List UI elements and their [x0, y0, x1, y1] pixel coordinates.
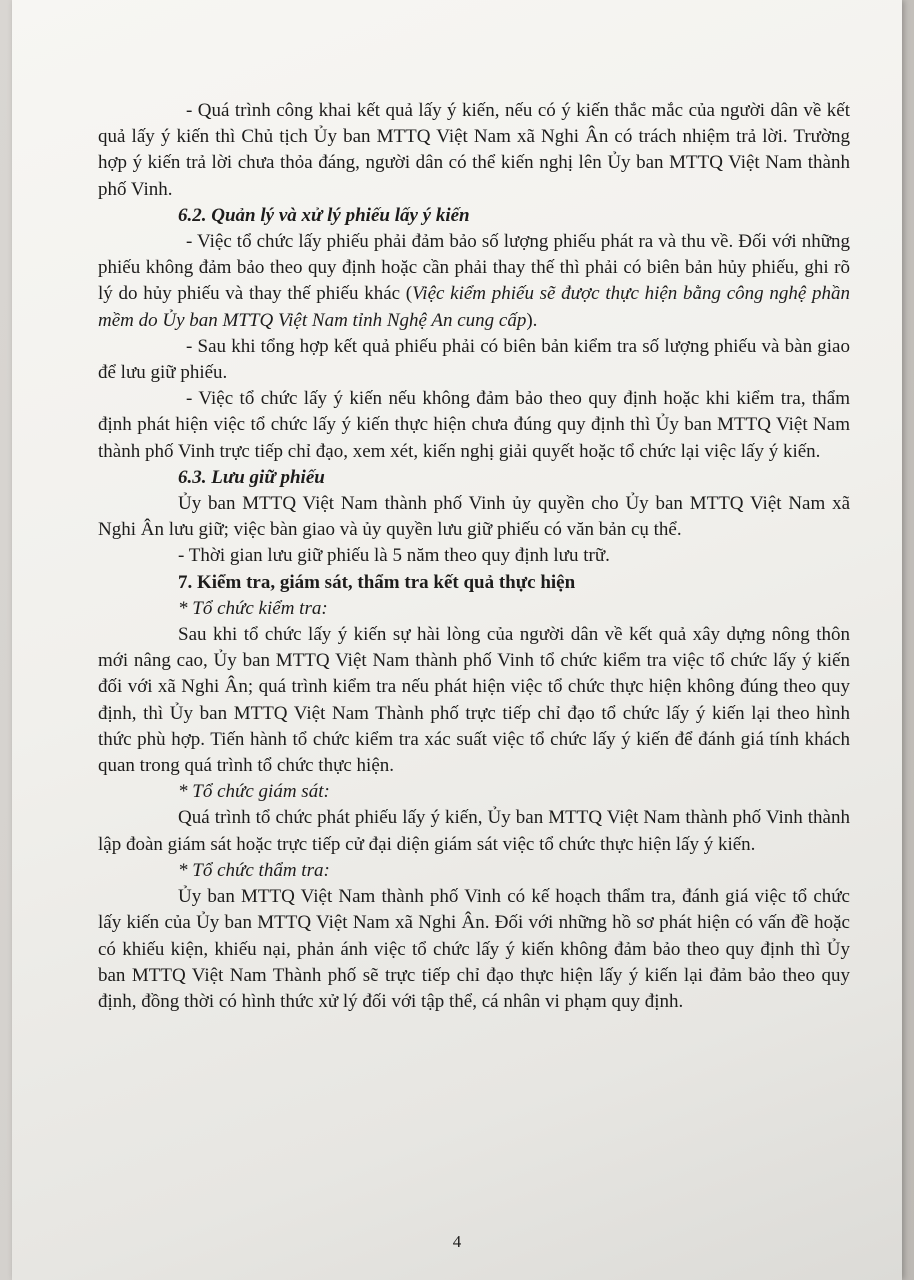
ballot-management-close: ).: [526, 309, 538, 331]
subheading-verification: * Tổ chức thẩm tra:: [178, 859, 330, 881]
subheading-inspection: * Tổ chức kiểm tra:: [178, 597, 328, 619]
paragraph-supervision: Quá trình tổ chức phát phiếu lấy ý kiến, Ủy ban MTTQ Việt Nam thành phố Vinh thành lập đoàn giám sát hoặc trực tiếp cử đại diện giám sát việc tổ chức thực hiện lấy ý kiến.: [98, 807, 850, 855]
heading-6-3: 6.3. Lưu giữ phiếu: [178, 466, 325, 488]
paragraph-verification: Ủy ban MTTQ Việt Nam thành phố Vinh có kế hoạch thẩm tra, đánh giá việc tổ chức lấy kiến của Ủy ban MTTQ Việt Nam xã Nghi Ân. Đối với những hồ sơ phát hiện có vấn đề hoặc có khiếu kiện, khiếu nại, phản ánh việc tổ chức lấy ý kiến không đảm bảo theo quy định thì Ủy ban MTTQ Việt Nam Thành phố sẽ trực tiếp chỉ đạo thực hiện lấy ý kiến lại đảm bảo theo quy định, đồng thời có hình thức xử lý đối với tập thể, cá nhân vi phạm quy định.: [98, 886, 850, 1012]
subheading-supervision: * Tổ chức giám sát:: [178, 781, 330, 803]
document-body: [98, 98, 850, 1015]
paragraph-inspection: Sau khi tổ chức lấy ý kiến sự hài lòng của người dân về kết quả xây dựng nông thôn mới nâng cao, Ủy ban MTTQ Việt Nam thành phố Vinh tổ chức kiểm tra việc tổ chức lấy ý kiến đối với xã Nghi Ân; quá trình kiểm tra nếu phát hiện việc tổ chức thực hiện không đúng theo quy định, thì Ủy ban MTTQ Việt Nam Thành phố trực tiếp chỉ đạo tổ chức lấy ý kiến lại theo hình thức phù hợp. Tiến hành tổ chức kiểm tra xác suất việc tổ chức lấy ý kiến để đánh giá tính khách quan trong quá trình tổ chức thực hiện.: [98, 624, 850, 777]
paragraph-public-results: - Quá trình công khai kết quả lấy ý kiến, nếu có ý kiến thắc mắc của người dân về kết quả lấy ý kiến thì Chủ tịch Ủy ban MTTQ Việt Nam xã Nghi Ân có trách nhiệm trả lời. Trường hợp ý kiến trả lời chưa thỏa đáng, người dân có thể kiến nghị lên Ủy ban MTTQ Việt Nam thành phố Vinh.: [98, 100, 850, 200]
paragraph-ballot-storage: Ủy ban MTTQ Việt Nam thành phố Vinh ủy quyền cho Ủy ban MTTQ Việt Nam xã Nghi Ân lưu giữ; việc bàn giao và ủy quyền lưu giữ phiếu có văn bản cụ thể.: [98, 493, 850, 541]
paragraph-ballot-handover: - Sau khi tổng hợp kết quả phiếu phải có biên bản kiểm tra số lượng phiếu và bàn giao để lưu giữ phiếu.: [98, 335, 850, 384]
page-number: 4: [452, 1232, 462, 1251]
ballot-management-text: - Việc tổ chức lấy phiếu phải đảm bảo số lượng phiếu phát ra và thu về. Đối với những phiếu không đảm bảo theo quy định hoặc cần phải thay thế thì phải có biên bản hủy phiếu, ghi rõ lý do hủy phiếu và thay thế phiếu khác (: [98, 231, 850, 305]
paragraph-storage-duration: - Thời gian lưu giữ phiếu là 5 năm theo quy định lưu trữ.: [178, 545, 610, 567]
heading-6-2: 6.2. Quản lý và xử lý phiếu lấy ý kiến: [178, 204, 470, 226]
heading-7: 7. Kiểm tra, giám sát, thẩm tra kết quả thực hiện: [178, 571, 576, 593]
paragraph-reorganize: - Việc tổ chức lấy ý kiến nếu không đảm bảo theo quy định hoặc khi kiểm tra, thẩm định phát hiện việc tổ chức lấy ý kiến thực hiện chưa đúng quy định thì Ủy ban MTTQ Việt Nam thành phố Vinh trực tiếp chỉ đạo, xem xét, kiến nghị giải quyết hoặc tổ chức lại việc lấy ý kiến.: [98, 388, 850, 462]
ballot-software-note: Việc kiểm phiếu sẽ được thực hiện bằng công nghệ phần mềm do Ủy ban MTTQ Việt Nam tỉnh Nghệ An cung cấp: [98, 283, 850, 331]
paragraph-ballot-management: [98, 229, 850, 334]
